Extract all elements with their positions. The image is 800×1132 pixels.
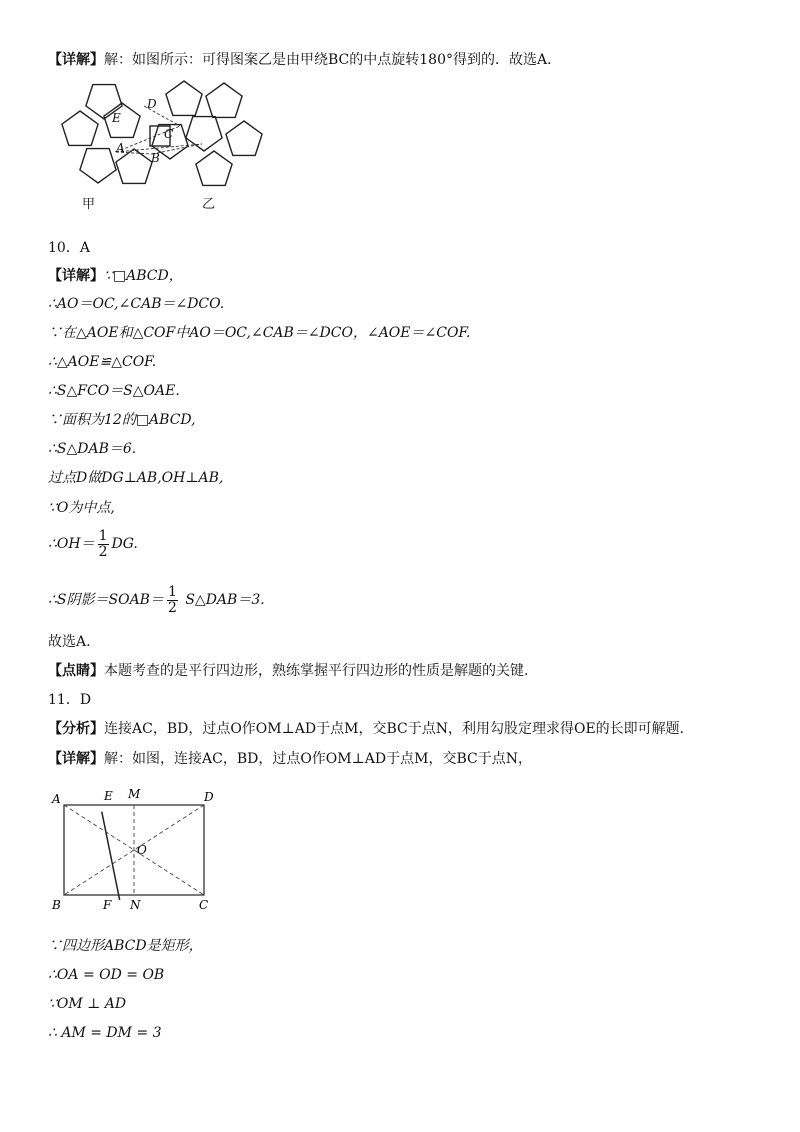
- text: ∵面积为12的□ABCD,: [48, 412, 196, 428]
- text: 本题考查的是平行四边形，熟练掌握平行四边形的性质是解题的关键.: [104, 663, 529, 679]
- tag-detail: 【详解】: [48, 268, 104, 284]
- label-C: C: [164, 127, 174, 141]
- text: ∵四边形ABCD是矩形，: [48, 938, 203, 954]
- q11-line-4: [48, 965, 164, 985]
- text: ∵O为中点,: [48, 500, 115, 516]
- label-D: D: [204, 790, 214, 804]
- fraction-half: [98, 529, 109, 560]
- q10-line-3: [48, 323, 470, 343]
- text: ∴S△DAB＝6.: [48, 441, 137, 457]
- label-A: A: [116, 141, 125, 155]
- pentagon: [196, 151, 232, 185]
- text: 过点D做DG⊥AB,OH⊥AB,: [48, 470, 224, 486]
- caption-jia: 甲: [82, 197, 96, 212]
- caption-yi: 乙: [202, 197, 216, 212]
- pentagon: [62, 111, 98, 145]
- text: S△DAB＝3.: [185, 592, 265, 608]
- pentagon: [166, 81, 202, 115]
- pentagon: [104, 103, 140, 137]
- pentagon: [206, 83, 242, 117]
- label-E: E: [112, 111, 121, 125]
- q10-line-2: [48, 294, 224, 314]
- q10-line-11: [48, 582, 265, 618]
- text: ∴△AOE≌△COF.: [48, 354, 157, 370]
- label-B: B: [151, 151, 160, 165]
- q11-line-1: [48, 719, 694, 739]
- text: ∴ AM = DM = 3: [48, 1025, 162, 1041]
- text: ∵在△AOE和△COF中AO＝OC,∠CAB＝∠DCO，∠AOE＝∠COF.: [48, 325, 471, 341]
- q11-line-3: [48, 936, 203, 956]
- q10-line-8: [48, 468, 223, 488]
- segment-EF: [98, 812, 124, 900]
- label-O: O: [137, 843, 147, 857]
- text: ∵OM ⊥ AD: [48, 996, 127, 1012]
- q10-line-5: [48, 381, 180, 401]
- frac-den: 2: [98, 543, 108, 560]
- pentagon: [80, 149, 116, 183]
- q10-line-6: [48, 410, 196, 430]
- text: ∴OH＝: [48, 536, 95, 552]
- q10-line-13: [48, 661, 528, 681]
- tag-comment: 【点睛】: [48, 663, 104, 679]
- label-N: N: [130, 898, 141, 912]
- frac-num: 1: [98, 527, 108, 544]
- text: ∴S△FCO＝S△OAE.: [48, 383, 180, 399]
- text: 解：如图，连接AC，BD，过点O作OM⊥AD于点M，交BC于点N，: [104, 751, 532, 767]
- text: ∴AO＝OC,∠CAB＝∠DCO.: [48, 296, 225, 312]
- frac-den: 2: [167, 599, 177, 616]
- line-explain-9: [48, 50, 561, 70]
- label-F: F: [103, 898, 112, 912]
- tag-analysis: 【分析】: [48, 721, 104, 737]
- diagonals: [64, 805, 204, 895]
- label-B: B: [52, 898, 61, 912]
- text: ∴OA = OD = OB: [48, 967, 165, 983]
- label-C: C: [199, 898, 209, 912]
- q10-line-12: 故选A.: [48, 634, 91, 650]
- tag-detail: 【详解】: [48, 751, 104, 767]
- label-D: D: [147, 97, 157, 111]
- fraction-half: [167, 585, 178, 616]
- label-A: A: [52, 792, 61, 806]
- text: ∵□ABCD，: [104, 268, 183, 284]
- pentagon-group: [62, 81, 262, 185]
- tag-detail: 【详解】: [48, 52, 104, 68]
- label-E: E: [104, 789, 113, 803]
- pentagon-figure: [52, 80, 272, 230]
- q11-line-6: [48, 1023, 162, 1043]
- text: DG.: [111, 536, 138, 552]
- q10-line-7: [48, 439, 136, 459]
- frac-num: 1: [167, 583, 177, 600]
- rectangle-figure: [48, 785, 238, 915]
- q10-number: 10．A: [48, 240, 90, 256]
- pentagon: [226, 121, 262, 155]
- q11-line-2: [48, 749, 532, 769]
- q10-line-9: [48, 498, 115, 518]
- q10-line-4: [48, 352, 156, 372]
- text: 连接AC，BD，过点O作OM⊥AD于点M，交BC于点N，利用勾股定理求得OE的长即可解题．: [104, 721, 694, 737]
- text: 解：如图所示：可得图案乙是由甲绕BC的中点旋转180°得到的．故选A．: [104, 52, 562, 68]
- q11-line-5: [48, 994, 126, 1014]
- q10-line-10: [48, 526, 138, 562]
- q11-number: 11．D: [48, 692, 92, 708]
- label-M: M: [128, 787, 141, 801]
- text: ∴S阴影＝SOAB＝: [48, 592, 164, 608]
- q10-line-1: [48, 266, 183, 286]
